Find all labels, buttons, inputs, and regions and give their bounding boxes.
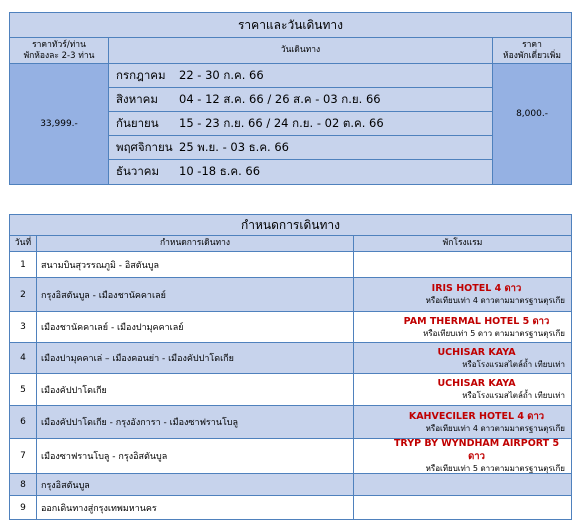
- single-supplement-header: ราคา ห้องพักเดี่ยวเพิ่ม: [493, 38, 571, 64]
- hotel-note: หรือเทียบเท่า 5 ดาว ตามมาตรฐานตุรเกีย: [423, 328, 565, 338]
- route-text: เมืองซาฟรานโบลู - กรุงอิสตันบูล: [37, 439, 354, 474]
- day-number: 4: [10, 343, 37, 374]
- hotel-name: UCHISAR KAYA: [437, 346, 516, 358]
- hotel-name: UCHISAR KAYA: [437, 378, 516, 389]
- itinerary-table: [9, 214, 572, 520]
- month-label: กันยายน: [116, 115, 159, 130]
- hotel-note: หรือโรงแรมสไตล์ถ้ำ เทียบเท่า: [462, 391, 565, 400]
- month-label: ธันวาคม: [116, 164, 160, 178]
- hotel-cell: [354, 278, 571, 312]
- hotel-note: หรือเทียบเท่า 4 ดาวตามมาตรฐานตุรเกีย: [425, 296, 565, 305]
- route-text: เมืองคัปปาโดเกีย: [37, 374, 354, 406]
- day-number: 2: [10, 278, 37, 312]
- hotel-cell: [354, 252, 571, 278]
- route-column-header: กำหนดการเดินทาง: [37, 236, 354, 252]
- hotel-name: KAHVECILER HOTEL 4 ดาว: [408, 410, 545, 422]
- hotel-column-header: พักโรงแรม: [354, 236, 571, 252]
- hotel-cell: [354, 406, 571, 439]
- date-row: [109, 160, 493, 184]
- hotel-note: หรือเทียบเท่า 4 ดาวตามมาตรฐานตุรเกีย: [425, 423, 565, 433]
- date-range: 04 - 12 ส.ค. 66 / 26 ส.ค - 03 ก.ย. 66: [179, 91, 381, 106]
- month-label: สิงหาคม: [116, 91, 158, 106]
- month-label: พฤศจิกายน: [116, 139, 173, 154]
- day-number: 9: [10, 496, 37, 519]
- hotel-name: IRIS HOTEL 4 ดาว: [431, 283, 522, 294]
- day-number: 8: [10, 474, 37, 496]
- day-number: 7: [10, 439, 37, 474]
- price-column-header: ราคาทัวร์/ท่าน พักห้องละ 2-3 ท่าน: [10, 38, 109, 64]
- date-range: 25 พ.ย. - 03 ธ.ค. 66: [179, 139, 289, 154]
- route-text: เมืองคัปปาโดเกีย - กรุงอังการา - เมืองซาฟรานโบลู: [37, 406, 354, 439]
- price-table-title: ราคาและวันเดินทาง: [10, 13, 571, 38]
- date-row: [109, 136, 493, 160]
- hotel-cell: [354, 343, 571, 374]
- date-row: [109, 112, 493, 136]
- price-table: [9, 12, 572, 185]
- hotel-cell: [354, 496, 571, 519]
- hotel-cell: [354, 439, 571, 474]
- date-range: 15 - 23 ก.ย. 66 / 24 ก.ย. - 02 ต.ค. 66: [179, 115, 384, 130]
- hotel-cell: [354, 374, 571, 406]
- dates-column-header: วันเดินทาง: [109, 38, 493, 64]
- day-column-header: วันที่: [10, 236, 37, 252]
- month-label: กรกฎาคม: [116, 67, 166, 82]
- hotel-note: หรือโรงแรมสไตล์ถ้ำ เทียบเท่า: [462, 359, 565, 369]
- route-text: กรุงอิสตันบูล: [37, 474, 354, 496]
- itinerary-table-title: กำหนดการเดินทาง: [10, 215, 571, 236]
- route-text: เมืองชานัคคาเลย์ - เมืองปามุคคาเลย์: [37, 312, 354, 343]
- hotel-name: PAM THERMAL HOTEL 5 ดาว: [403, 315, 550, 327]
- hotel-cell: [354, 312, 571, 343]
- day-number: 1: [10, 252, 37, 278]
- date-row: [109, 88, 493, 112]
- day-number: 5: [10, 374, 37, 406]
- date-range: 22 - 30 ก.ค. 66: [179, 67, 264, 82]
- day-number: 3: [10, 312, 37, 343]
- route-text: กรุงอิสตันบูล - เมืองชานัคคาเลย์: [37, 278, 354, 312]
- route-text: สนามบินสุวรรณภูมิ - อิสตันบูล: [37, 252, 354, 278]
- hotel-note: หรือเทียบเท่า 5 ดาวตามมาตรฐานตุรเกีย: [425, 464, 565, 473]
- date-range: 10 -18 ธ.ค. 66: [179, 164, 261, 178]
- single-supplement-price: 8,000.-: [493, 64, 571, 184]
- hotel-cell: [354, 474, 571, 496]
- route-text: ออกเดินทางสู่กรุงเทพมหานคร: [37, 496, 354, 519]
- day-number: 6: [10, 406, 37, 439]
- hotel-name: TRYP BY WYNDHAM AIRPORT 5 ดาว: [393, 438, 560, 462]
- date-row: [109, 64, 493, 88]
- route-text: เมืองปามุคคาเล่ – เมืองคอนย่า - เมืองคัปปาโดเกีย: [37, 343, 354, 374]
- tour-price: 33,999.-: [10, 64, 109, 184]
